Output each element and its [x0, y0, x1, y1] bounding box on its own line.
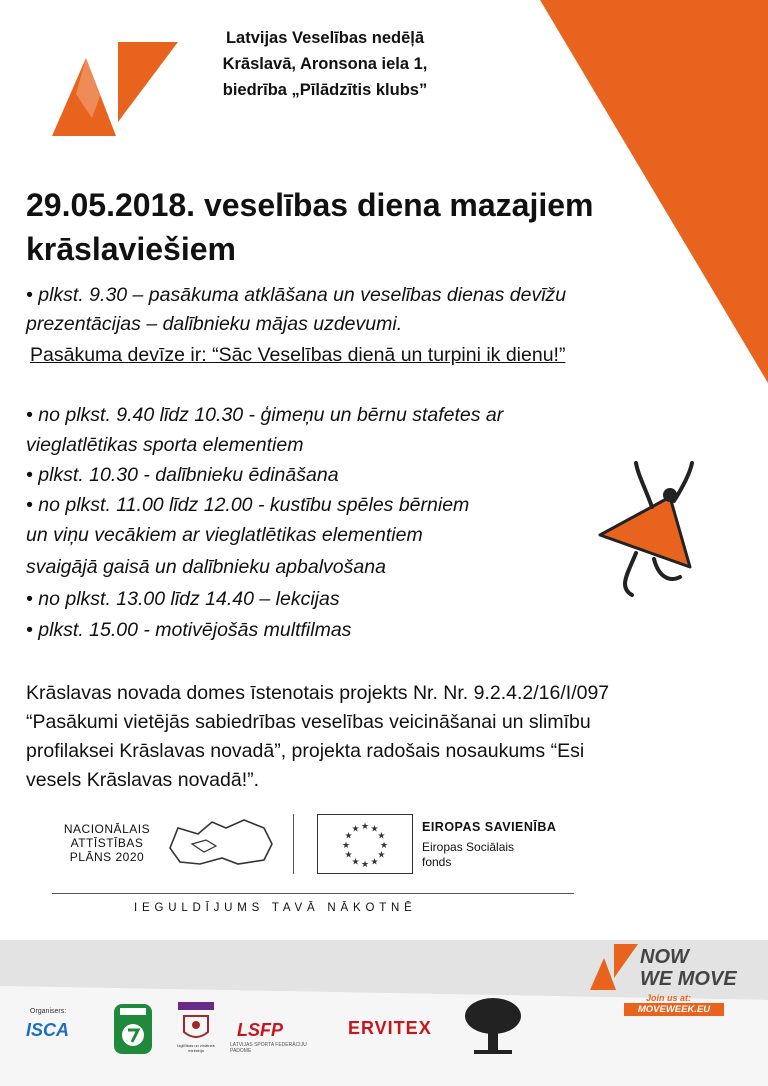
eu-fund-line-1: Eiropas Sociālais [422, 840, 515, 854]
nap-line-3: PLĀNS 2020 [69, 850, 145, 864]
logo-divider [293, 814, 294, 874]
program-item-6: • plkst. 15.00 - motivējošās multfilmas [26, 619, 352, 641]
header-line-1: Latvijas Veselības nedēļā [225, 29, 425, 47]
program-item-4-line-3: svaigājā gaisā un dalībnieku apbalvošana [26, 556, 386, 578]
project-line-4: vesels Krāslavas novadā!”. [26, 769, 260, 791]
page-title [26, 183, 686, 271]
eu-star-icon: ★ [351, 856, 360, 867]
program-item-4-line-1: • no plkst. 11.00 līdz 12.00 - kustību spēles bērniem [26, 494, 470, 516]
program-item-1-line-1: • plkst. 9.30 – pasākuma atklāšana un veselības dienas devīžu [26, 284, 567, 306]
project-line-3: profilaksei Krāslavas novadā”, projekta radošais nosaukums “Esi [26, 740, 585, 762]
lsfp-subtitle: LATVIJAS SPORTA FEDERĀCIJU PADOME [230, 1042, 307, 1054]
now-we-move-arrow-icon [588, 942, 640, 992]
event-motto: Pasākuma devīze ir: “Sāc Veselības dienā un turpini ik dienu!” [30, 344, 566, 366]
nwm-line-2: WE MOVE [640, 968, 737, 990]
ministry-caption: Izglītības un zinātnes ministrija [177, 1043, 215, 1053]
join-us-label: Join us at: [646, 993, 692, 1003]
eu-fund-line-2: fonds [422, 855, 452, 869]
program-item-4-line-2: un viņu vecākiem ar vieglatlētikas elementiem [26, 524, 423, 546]
nap-line-2: ATTĪSTĪBAS [70, 836, 144, 850]
ervitex-logo: ERVITEX [348, 1018, 432, 1038]
program-item-5: • no plkst. 13.00 līdz 14.40 – lekcijas [26, 588, 340, 610]
isca-logo: ISCA [26, 1020, 70, 1040]
eu-star-icon: ★ [341, 840, 351, 850]
ltsa-logo-icon [112, 1002, 154, 1056]
program-item-2-line-2: vieglatlētikas sporta elementiem [26, 434, 304, 456]
eu-star-icon: ★ [360, 859, 370, 869]
eu-star-icon: ★ [344, 830, 353, 841]
program-item-3: • plkst. 10.30 - dalībnieku ēdināšana [26, 464, 339, 486]
funding-tagline: IEGULDĪJUMS TAVĀ NĀKOTNĒ [134, 902, 417, 914]
project-description [26, 679, 726, 795]
eu-star-icon: ★ [377, 830, 386, 841]
eu-star-icon: ★ [360, 821, 370, 831]
tagline-divider [52, 893, 574, 894]
latvia-map-icon [164, 814, 276, 870]
eu-fund-name [422, 840, 514, 870]
title-line-2: krāslaviešiem [26, 231, 236, 267]
project-line-1: Krāslavas novada domes īstenotais projekts Nr. Nr. 9.2.4.2/16/I/097 [26, 682, 610, 704]
header-line-3: biedrība „Pīlādzītis klubs” [222, 81, 428, 99]
eu-star-icon: ★ [370, 823, 379, 834]
now-we-move-logo [640, 946, 737, 990]
program-item-1-line-2: prezentācijas – dalībnieku mājas uzdevumi. [26, 313, 403, 335]
eu-star-icon: ★ [370, 856, 379, 867]
nwm-line-1: NOW [640, 946, 689, 968]
eu-title: EIROPAS SAVIENĪBA [422, 820, 557, 834]
project-line-2: “Pasākumi vietējās sabiedrības veselības veicināšanai un slimību [26, 711, 591, 733]
jumping-figure-icon [588, 455, 718, 605]
moveweek-link[interactable]: MOVEWEEK.EU [624, 1003, 724, 1016]
nap2020-logo-text [57, 822, 157, 864]
program-item-2-line-1: • no plkst. 9.40 līdz 10.30 - ģimeņu un bērnu stafetes ar [26, 404, 504, 426]
tree-logo-icon [462, 996, 524, 1060]
lsfp-logo: LSFP [237, 1020, 284, 1040]
nap-line-1: NACIONĀLAIS [63, 822, 151, 836]
title-line-1: 29.05.2018. veselības diena mazajiem [26, 187, 594, 223]
header-line-2: Krāslavā, Aronsona iela 1, [222, 55, 428, 73]
eu-star-icon: ★ [351, 823, 360, 834]
eu-flag-icon [317, 814, 413, 874]
ministry-crest-icon [176, 1002, 216, 1044]
organisers-label: Organisers: [30, 1008, 67, 1015]
eu-star-icon: ★ [377, 849, 386, 860]
eu-star-icon: ★ [379, 840, 389, 850]
eu-star-icon: ★ [344, 849, 353, 860]
